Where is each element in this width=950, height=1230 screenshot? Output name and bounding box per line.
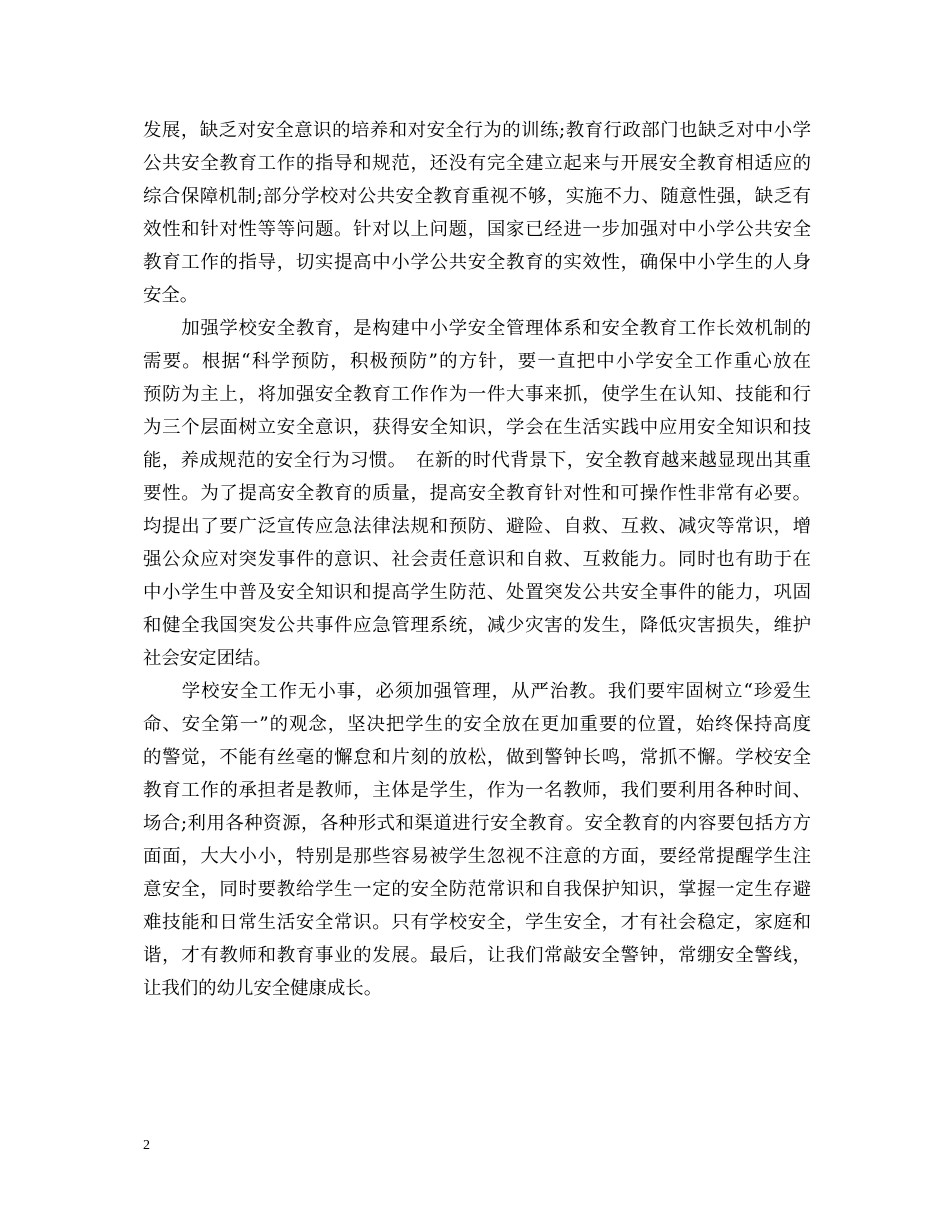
text-line: 教育工作的承担者是教师，主体是学生，作为一名教师，我们要利用各种时间、: [143, 780, 811, 801]
text-line: 面面，大大小小，特别是那些容易被学生忽视不注意的方面，要经常提醒学生注: [143, 846, 811, 867]
text-line: 效性和针对性等等问题。针对以上问题，国家已经进一步加强对中小学公共安全: [143, 219, 811, 240]
text-line: 场合;利用各种资源，各种形式和渠道进行安全教育。安全教育的内容要包括方方: [143, 813, 811, 834]
text-line: 让我们的幼儿安全健康成长。: [143, 978, 383, 999]
text-line: 安全。: [143, 285, 199, 306]
text-line: 发展，缺乏对安全意识的培养和对安全行为的训练;教育行政部门也缺乏对中小学: [143, 120, 811, 141]
text-line: 难技能和日常生活安全常识。只有学校安全，学生安全，才有社会稳定，家庭和: [143, 912, 811, 933]
text-line: 强公众应对突发事件的意识、社会责任意识和自救、互救能力。同时也有助于在: [143, 549, 811, 570]
paragraph-3: [143, 675, 811, 1005]
document-body: [143, 114, 811, 1005]
text-line: 需要。根据“科学预防，积极预防”的方针，要一直把中小学安全工作重心放在: [143, 351, 811, 372]
text-line: 社会安定团结。: [143, 648, 272, 669]
text-line: 能，养成规范的安全行为习惯。 在新的时代背景下，安全教育越来越显现出其重: [143, 450, 811, 471]
text-line: 公共安全教育工作的指导和规范，还没有完全建立起来与开展安全教育相适应的: [143, 153, 811, 174]
text-line: 谐，才有教师和教育事业的发展。最后，让我们常敲安全警钟，常绷安全警线，: [143, 945, 811, 966]
text-line: 均提出了要广泛宣传应急法律法规和预防、避险、自救、互救、减灾等常识，增: [143, 516, 811, 537]
text-line: 教育工作的指导，切实提高中小学公共安全教育的实效性，确保中小学生的人身: [143, 252, 811, 273]
text-line: 要性。为了提高安全教育的质量，提高安全教育针对性和可操作性非常有必要。: [143, 483, 811, 504]
text-line: 为三个层面树立安全意识，获得安全知识，学会在生活实践中应用安全知识和技: [143, 417, 811, 438]
paragraph-2: [143, 312, 811, 675]
text-line: 的警觉，不能有丝毫的懈怠和片刻的放松，做到警钟长鸣，常抓不懈。学校安全: [143, 747, 811, 768]
text-line: 中小学生中普及安全知识和提高学生防范、处置突发公共安全事件的能力，巩固: [143, 582, 811, 603]
text-line: 预防为主上，将加强安全教育工作作为一件大事来抓，使学生在认知、技能和行: [143, 384, 811, 405]
paragraph-1: [143, 114, 811, 312]
text-line: 意安全，同时要教给学生一定的安全防范常识和自我保护知识，掌握一定生存避: [143, 879, 811, 900]
text-line: 综合保障机制;部分学校对公共安全教育重视不够，实施不力、随意性强，缺乏有: [143, 186, 811, 207]
text-line: 命、安全第一”的观念，坚决把学生的安全放在更加重要的位置，始终保持高度: [143, 714, 811, 735]
text-line: 学校安全工作无小事，必须加强管理，从严治教。我们要牢固树立“珍爱生: [143, 681, 811, 702]
page-number: 2: [143, 1138, 150, 1153]
text-line: 加强学校安全教育，是构建中小学安全管理体系和安全教育工作长效机制的: [143, 318, 811, 339]
text-line: 和健全我国突发公共事件应急管理系统，减少灾害的发生，降低灾害损失，维护: [143, 615, 811, 636]
